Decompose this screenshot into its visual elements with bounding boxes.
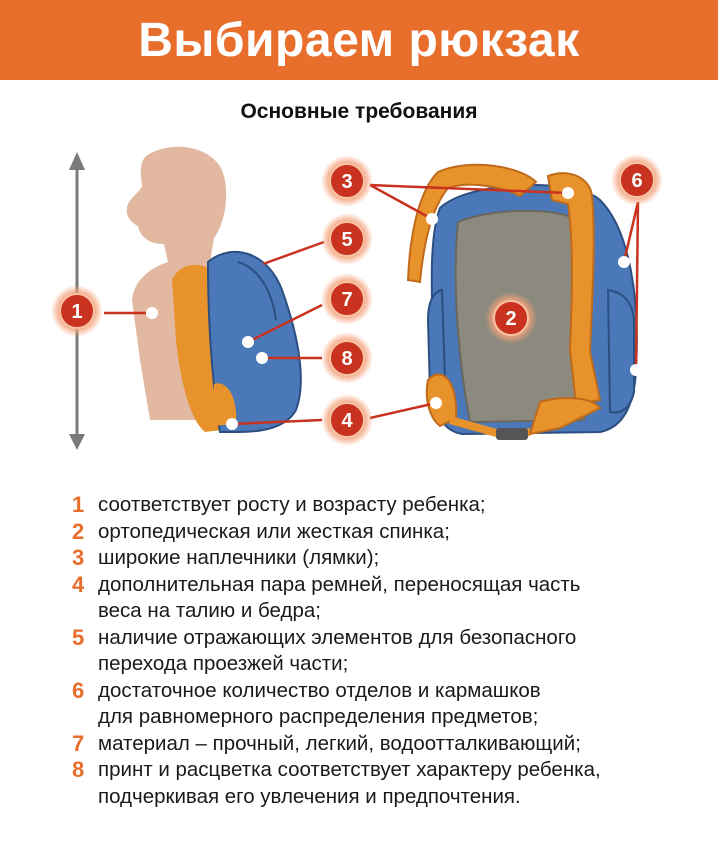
badge-2: [485, 292, 537, 344]
item-number: 7: [72, 730, 85, 756]
svg-text:6: 6: [631, 170, 643, 192]
side-backpack: [172, 252, 301, 432]
badge-4: [321, 394, 373, 446]
requirements-list: [70, 492, 710, 810]
list-item: [70, 572, 710, 625]
badge-6: [611, 154, 663, 206]
badge-8: [321, 332, 373, 384]
svg-text:4: 4: [341, 410, 353, 432]
list-item: [70, 625, 710, 678]
item-text: материал – прочный, легкий, водоотталкивающий;: [98, 731, 581, 755]
item-number: 4: [72, 571, 85, 597]
badge-5: [321, 213, 373, 265]
page-title: Выбираем рюкзак: [138, 13, 580, 67]
list-item: [70, 545, 710, 572]
item-text: ортопедическая или жесткая спинка;: [98, 519, 450, 543]
list-item: [70, 757, 710, 810]
item-number: 8: [72, 757, 85, 782]
item-text: широкие наплечники (лямки);: [98, 546, 380, 569]
svg-text:8: 8: [341, 348, 353, 370]
svg-text:2: 2: [505, 308, 517, 330]
list-item: [70, 492, 710, 519]
item-number: 3: [72, 545, 85, 570]
list-item: [70, 731, 710, 758]
svg-text:1: 1: [71, 301, 83, 323]
svg-text:3: 3: [341, 171, 353, 193]
badge-3: [321, 155, 373, 207]
svg-text:5: 5: [341, 229, 353, 251]
item-number: 6: [72, 677, 85, 703]
item-text: наличие отражающих элементов для безопасного перехода проезжей части;: [98, 625, 577, 675]
list-item: [70, 519, 710, 546]
item-text: дополнительная пара ремней, переносящая часть веса на талию и бедра;: [98, 572, 581, 622]
item-number: 5: [72, 624, 85, 650]
subtitle: Основные требования: [240, 100, 478, 123]
list-item: [70, 678, 710, 731]
badge-1: [51, 285, 103, 337]
title-banner: [0, 0, 718, 80]
badge-7: [321, 273, 373, 325]
item-number: 2: [72, 518, 85, 544]
item-text: соответствует росту и возрасту ребенка;: [98, 493, 486, 516]
backpack-illustration: [0, 130, 718, 460]
item-text: принт и расцветка соответствует характеру ребенка, подчеркивая его увлечения и предпочтения.: [98, 758, 601, 808]
item-number: 1: [72, 492, 85, 517]
svg-text:7: 7: [341, 289, 353, 311]
item-text: достаточное количество отделов и кармашков для равномерного распределения предметов;: [98, 678, 541, 728]
